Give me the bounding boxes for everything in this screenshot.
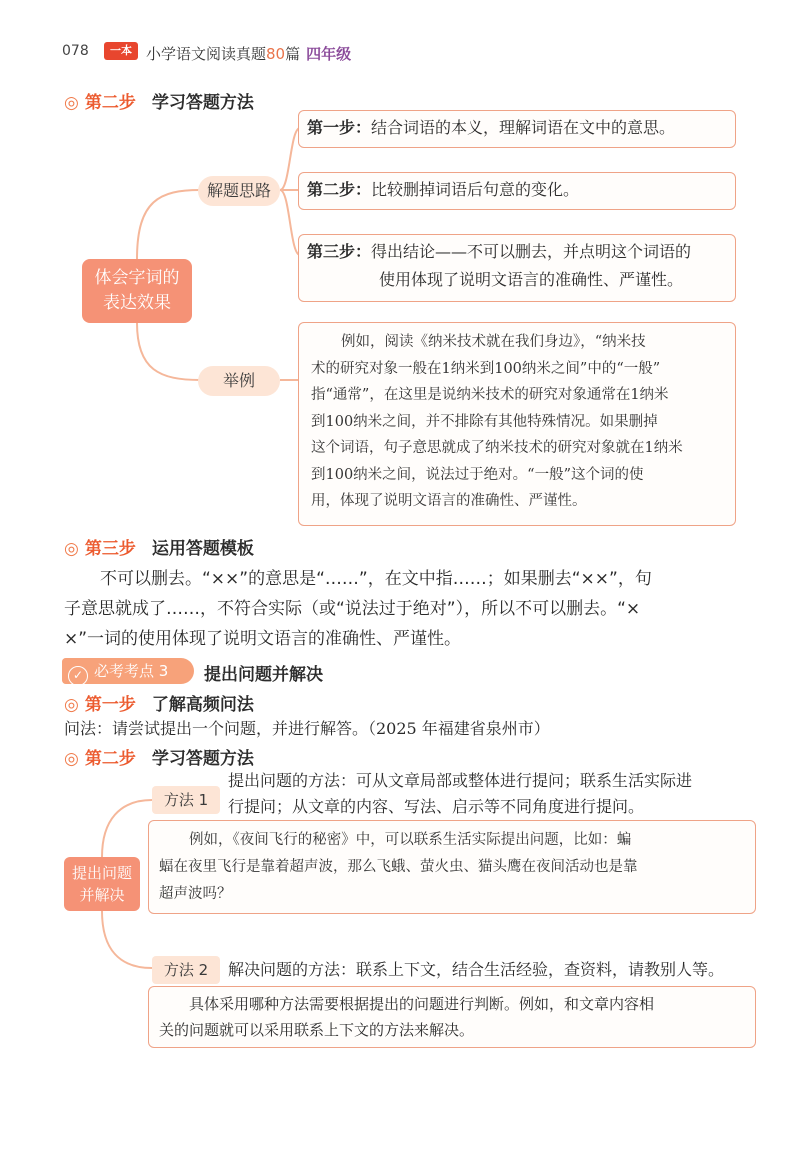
ring-icon: ◎: [64, 539, 79, 559]
method-1-example-box: [148, 820, 756, 914]
book-title-suffix: 篇: [285, 45, 301, 63]
example-line: 具体采用哪种方法需要根据提出的问题进行判断。例如，和文章内容相: [189, 995, 655, 1013]
answer-template-text: [64, 564, 754, 654]
example-box: [298, 322, 736, 526]
step-box-1: [298, 110, 736, 148]
example-line: 用，体现了说明文语言的准确性、严谨性。: [311, 493, 587, 509]
section-heading-template: [64, 534, 254, 559]
kaodian-badge: [62, 658, 194, 684]
grade-label: 四年级: [306, 45, 352, 63]
section-title: 运用答题模板: [151, 539, 254, 559]
step-text: 结合词语的本义，理解词语在文中的意思。: [371, 118, 676, 137]
example-line: 关的问题就可以采用联系上下文的方法来解决。: [159, 1021, 475, 1039]
step-prefix: 第三步：: [307, 242, 372, 261]
section-step: 第三步: [84, 539, 136, 559]
template-line: 不可以删去。“××”的意思是“……”，在文中指……；如果删去“××”，句: [100, 569, 652, 589]
example-line: 例如，《夜间飞行的秘密》中，可以联系生活实际提出问题，比如：蝙: [189, 832, 632, 848]
ring-icon: ◎: [64, 749, 79, 769]
section-step: 第二步: [84, 93, 136, 113]
step-box-2: [298, 172, 736, 210]
mindmap-center-node-2: [64, 857, 140, 911]
step-prefix: 第一步：: [307, 118, 372, 137]
center-node-line1: 体会字词的: [94, 268, 180, 288]
example-line: 到100纳米之间，并不排除有其他特殊情况。如果删掉: [311, 413, 658, 430]
step-prefix: 第二步：: [307, 180, 372, 199]
example-line: 蝠在夜里飞行是靠着超声波，那么飞蛾、萤火虫、猫头鹰在夜间活动也是靠: [159, 859, 638, 875]
example-line: 超声波吗？: [159, 886, 232, 902]
center-node-line2: 表达效果: [103, 293, 171, 313]
example-line: 到100纳米之间，说法过于绝对。“一般”这个词的使: [311, 466, 644, 483]
step-text: 得出结论——不可以删去，并点明这个词语的: [371, 242, 692, 261]
book-title-prefix: 小学语文阅读真题: [146, 45, 267, 63]
mindmap-center-node: [82, 259, 192, 323]
section-heading-question-types: [64, 690, 254, 715]
center-node-line1: 提出问题: [71, 864, 132, 882]
example-line: 指“通常”，在这里是说纳米技术的研究对象通常在1纳米: [311, 387, 669, 403]
ring-icon: ◎: [64, 93, 79, 113]
example-line: 这个词语，句子意思就成了纳米技术的研究对象就在1纳米: [311, 440, 683, 456]
center-node-line2: 并解决: [79, 886, 125, 904]
branch-label-approach: 解题思路: [198, 176, 280, 206]
kaodian-badge-label: 必考考点 3: [94, 662, 169, 680]
ring-icon: ◎: [64, 695, 79, 715]
page-number: 078: [62, 43, 89, 59]
method-2-desc: 解决问题的方法：联系上下文，结合生活经验，查资料，请教别人等。: [228, 960, 725, 979]
section-step: 第一步: [84, 695, 136, 715]
step-box-3: [298, 234, 736, 302]
template-line: 子意思就成了……，不符合实际（或“说法过于绝对”），所以不可以删去。“×: [64, 599, 641, 619]
kaodian-title: 提出问题并解决: [204, 665, 323, 685]
method-2-example-box: [148, 986, 756, 1048]
branch-label-example: 举例: [198, 366, 280, 396]
section-step: 第二步: [84, 749, 136, 769]
method-1-desc: [228, 768, 758, 820]
brand-logo: 一本: [104, 42, 138, 60]
section-title: 学习答题方法: [151, 93, 254, 113]
question-text: 问法：请尝试提出一个问题，并进行解答。（2025 年福建省泉州市）: [64, 719, 550, 738]
step-text: 比较删掉词语后句意的变化。: [371, 180, 580, 199]
method-desc-line: 提出问题的方法：可从文章局部或整体进行提问；联系生活实际进: [228, 771, 693, 790]
method-1-label: 方法 1: [152, 786, 220, 814]
example-line: 术的研究对象一般在1纳米到100纳米之间”中的“一般”: [311, 360, 661, 377]
template-line: ×”一词的使用体现了说明文语言的准确性、严谨性。: [64, 629, 462, 649]
method-2-label: 方法 2: [152, 956, 220, 984]
example-line: 例如，阅读《纳米技术就在我们身边》，“纳米技: [341, 334, 646, 350]
section-title: 学习答题方法: [151, 749, 254, 769]
method-desc-line: 行提问；从文章的内容、写法、启示等不同角度进行提问。: [228, 797, 645, 816]
section-title: 了解高频问法: [151, 695, 254, 715]
book-title-number: 80: [266, 45, 286, 63]
step-text-cont: 使用体现了说明文语言的准确性、严谨性。: [379, 270, 684, 289]
check-circle-icon: ✓: [68, 666, 88, 686]
